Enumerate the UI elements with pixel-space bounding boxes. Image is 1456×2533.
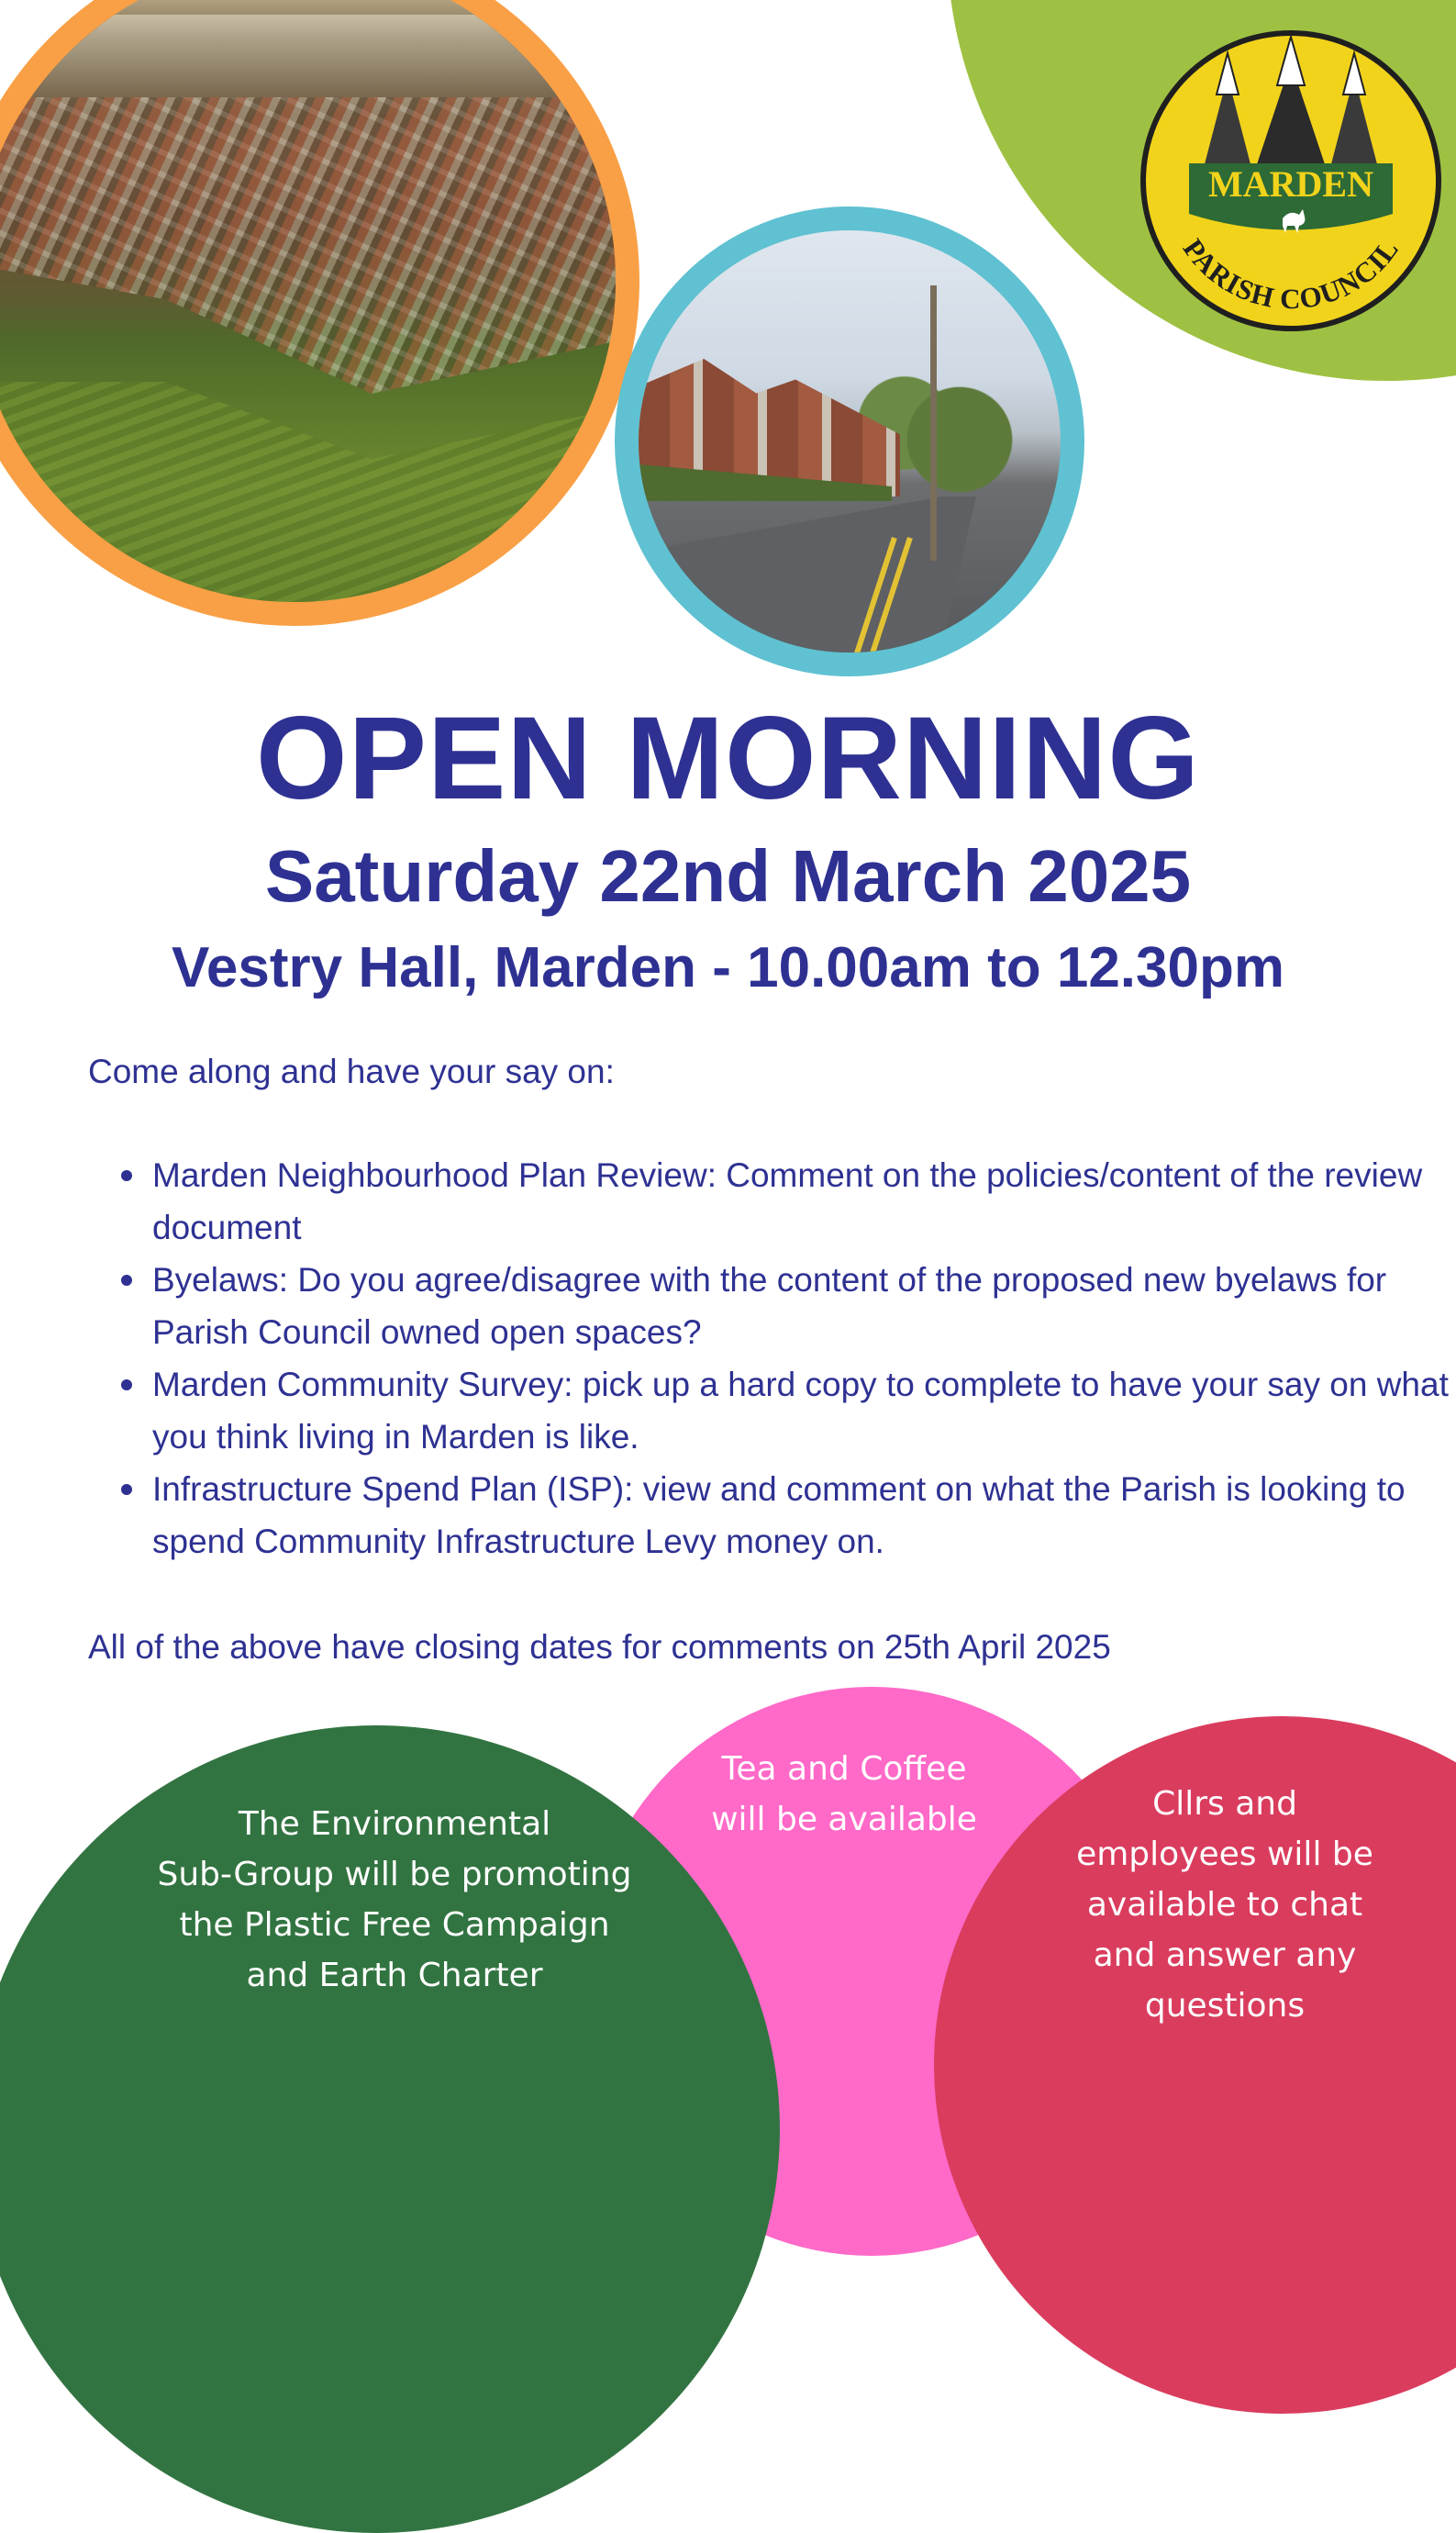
tea-coffee-text: Tea and Coffee will be available bbox=[711, 1750, 977, 1838]
closing-dates-note: All of the above have closing dates for comments on 25th April 2025 bbox=[88, 1628, 1111, 1666]
event-date: Saturday 22nd March 2025 bbox=[264, 835, 1192, 917]
aerial-village-photo bbox=[0, 0, 639, 626]
list-item: Marden Community Survey: pick up a hard copy to complete to have your say on what you think living in Marden is like. bbox=[152, 1358, 1455, 1463]
list-item: Infrastructure Spend Plan (ISP): view and comment on what the Parish is looking to spend Community Infrastructure Levy money on. bbox=[152, 1463, 1455, 1568]
logo-title: MARDEN bbox=[1208, 163, 1373, 205]
event-venue-time: Vestry Hall, Marden - 10.00am to 12.30pm bbox=[172, 936, 1284, 999]
topics-list bbox=[88, 1149, 1455, 1568]
intro-text: Come along and have your say on: bbox=[88, 1053, 615, 1090]
list-item: Marden Neighbourhood Plan Review: Comment on the policies/content of the review document bbox=[152, 1149, 1455, 1254]
environmental-text: The Environmental Sub-Group will be promoting the Plastic Free Campaign and Earth Charter bbox=[157, 1805, 632, 1994]
marden-parish-council-logo bbox=[1136, 26, 1446, 336]
list-item: Byelaws: Do you agree/disagree with the content of the proposed new byelaws for Parish Council owned open spaces? bbox=[152, 1254, 1455, 1358]
cllrs-text: Cllrs and employees will be available to chat and answer any questions bbox=[1076, 1785, 1373, 2025]
street-photo bbox=[615, 206, 1084, 676]
event-title: OPEN MORNING bbox=[256, 693, 1200, 824]
logo-ring-text: PARISH COUNCIL bbox=[1176, 232, 1406, 316]
